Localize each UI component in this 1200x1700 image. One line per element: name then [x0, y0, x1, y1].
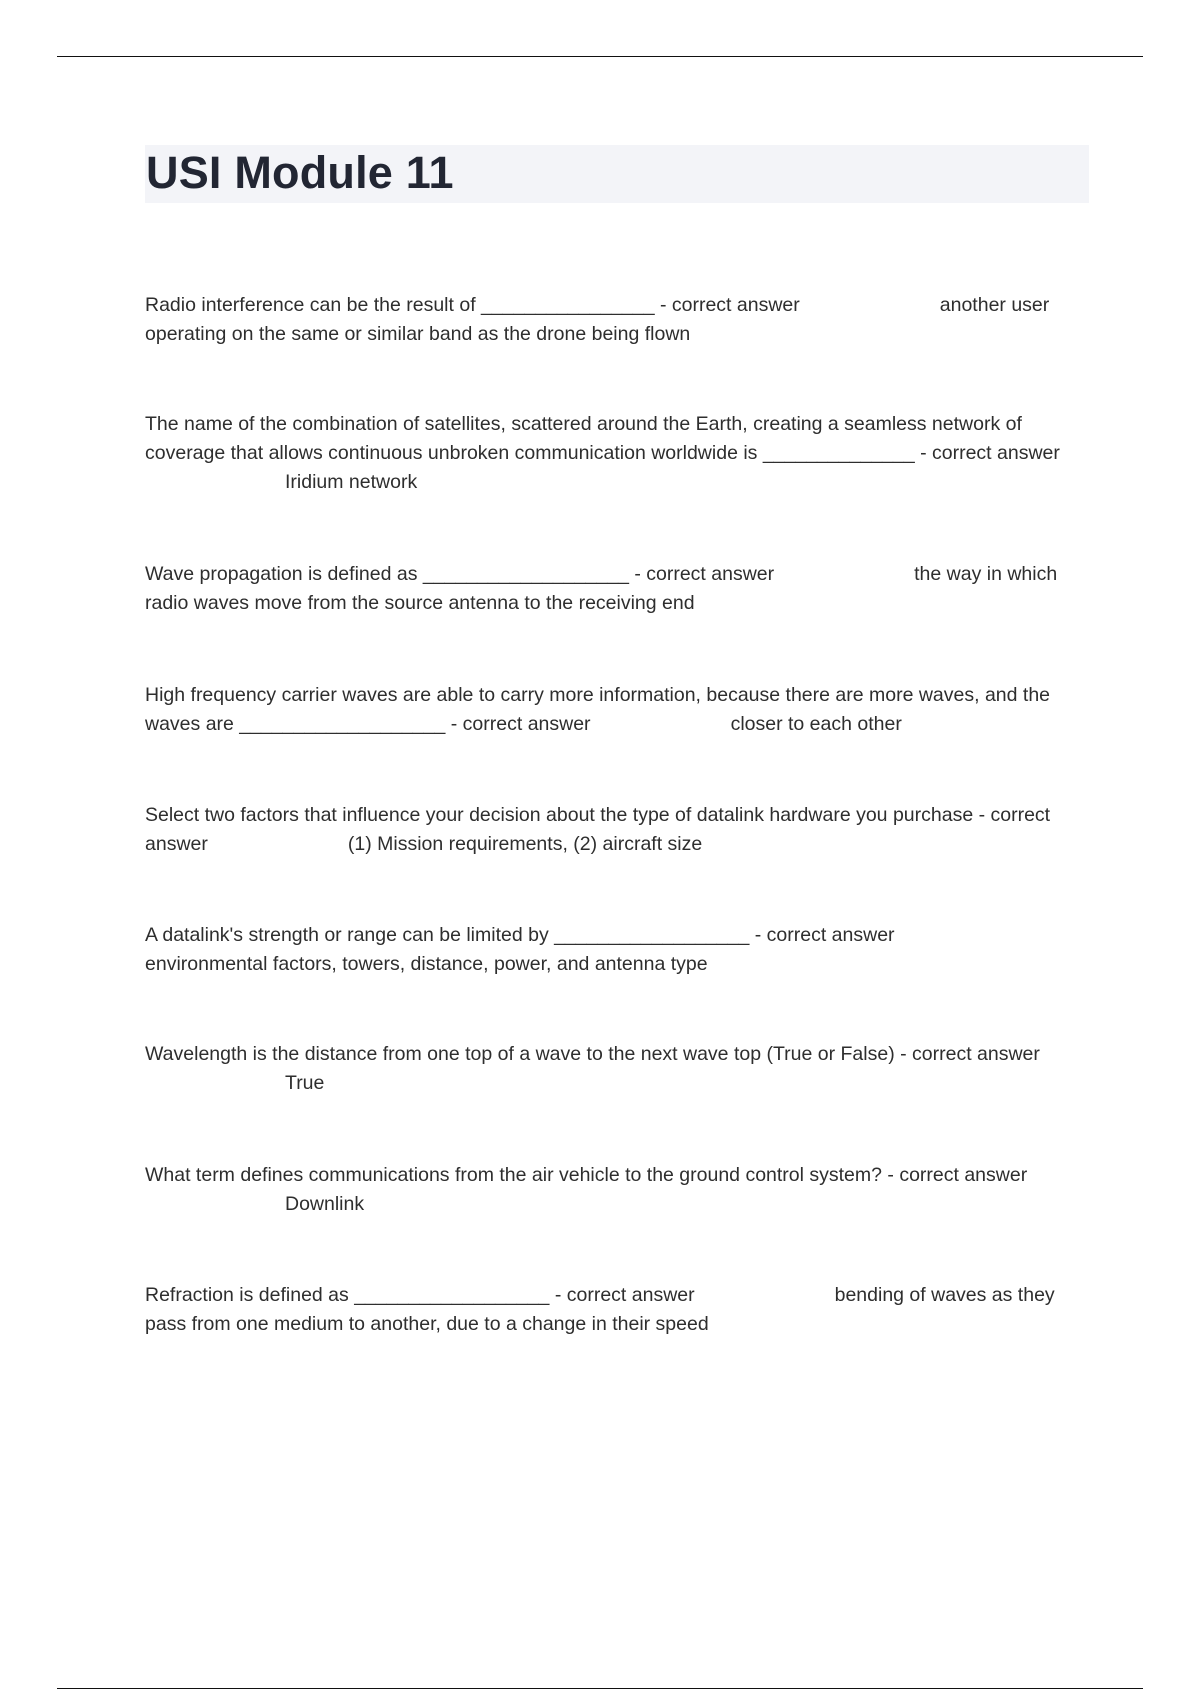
- qa-item-8: [145, 1161, 1085, 1219]
- qa-item-1: [145, 291, 1085, 349]
- qa-item-4: [145, 681, 1085, 739]
- qa-item-6: [145, 921, 1085, 979]
- answer-text: Downlink: [285, 1193, 365, 1215]
- answer-text: True: [285, 1072, 325, 1094]
- question-text: What term defines communications from the air vehicle to the ground control system? - correct answer: [145, 1164, 1028, 1186]
- qa-item-7: [145, 1040, 1085, 1098]
- page-title: USI Module 11: [146, 147, 454, 198]
- answer-text: the way in which radio waves move from the source antenna to the receiving end: [145, 563, 1058, 614]
- answer-text: environmental factors, towers, distance, power, and antenna type: [145, 953, 708, 975]
- question-text: The name of the combination of satellites, scattered around the Earth, creating a seamless network of coverage that allows continuous unbroken communication worldwide is ______________ - correct answer: [145, 413, 1060, 464]
- question-text: High frequency carrier waves are able to carry more information, because there are more waves, and the waves are ___________________ - correct answer: [145, 684, 1051, 735]
- qa-item-2: [145, 410, 1085, 497]
- question-text: A datalink's strength or range can be limited by __________________ - correct answer: [145, 924, 895, 946]
- bottom-divider: [57, 1688, 1143, 1689]
- qa-item-3: [145, 560, 1085, 618]
- question-text: Refraction is defined as __________________ - correct answer: [145, 1284, 695, 1306]
- question-text: Wave propagation is defined as ___________________ - correct answer: [145, 563, 775, 585]
- answer-text: Iridium network: [285, 471, 418, 493]
- question-text: Radio interference can be the result of ________________ - correct answer: [145, 294, 800, 316]
- answer-text: another user operating on the same or similar band as the drone being flown: [145, 294, 1050, 345]
- answer-text: closer to each other: [730, 713, 902, 735]
- qa-item-9: [145, 1281, 1085, 1339]
- qa-item-5: [145, 801, 1085, 859]
- top-divider: [57, 56, 1143, 57]
- answer-text: (1) Mission requirements, (2) aircraft size: [347, 833, 703, 855]
- question-text: Select two factors that influence your decision about the type of datalink hardware you purchase - correct answer: [145, 804, 1051, 855]
- question-text: Wavelength is the distance from one top of a wave to the next wave top (True or False) - correct answer: [145, 1043, 1040, 1065]
- answer-text: bending of waves as they pass from one medium to another, due to a change in their speed: [145, 1284, 1055, 1335]
